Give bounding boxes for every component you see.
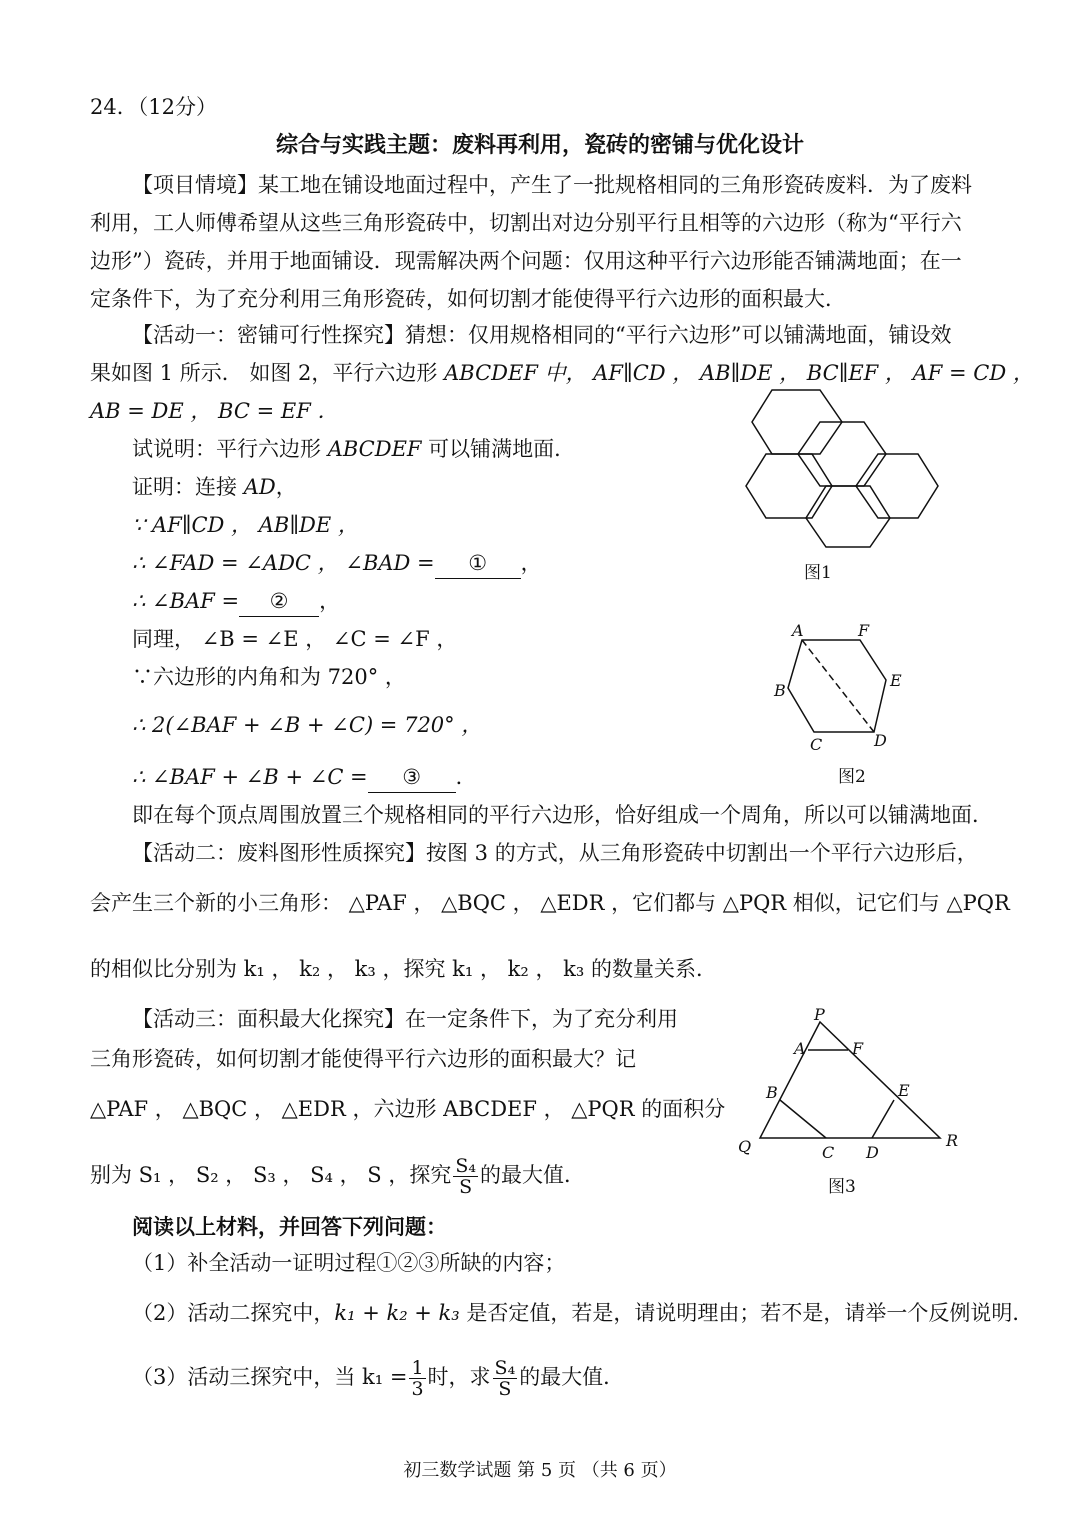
fraction-s4-over-s (493, 1358, 518, 1399)
proof-3-math: ∴ ∠FAD = ∠ADC ， ∠BAD = (132, 551, 435, 575)
proof-7-math: ∴ 2(∠BAF + ∠B + ∠C) = 720° ， (132, 713, 483, 737)
activity1-label: 【活动一：密铺可行性探究】 (132, 323, 405, 347)
activity1-math-3: AB = DE ， BC = EF ． (90, 399, 339, 423)
vertex-label-e: E (898, 1081, 910, 1100)
figure-3-triangle-pqr (730, 1004, 970, 1164)
vertex-label-c: C (810, 735, 823, 754)
proof-1-prefix: 证明：连接 (132, 475, 244, 499)
question-2-math: k₁ + k₂ + k₃ (334, 1301, 460, 1325)
figure-2-caption: 图2 (838, 767, 866, 787)
segment-bc (780, 1100, 826, 1138)
segment-ed (872, 1100, 894, 1138)
activity3-line-3: △PAF ， △BQC ， △EDR ，六边形 ABCDEF ， △PQR 的面积分 (90, 1097, 726, 1121)
page-footer: 初三数学试题 第 5 页 （共 6 页） (403, 1460, 677, 1481)
activity1-line-3 (90, 396, 338, 426)
proof-6-text: ∵六边形的内角和为 720° ， (132, 665, 406, 689)
fraction-numerator: S₄ (455, 1155, 476, 1177)
activity1-conclusion: 即在每个顶点周围放置三个规格相同的平行六边形，恰好组成一个周角，所以可以铺满地面． (132, 803, 993, 827)
figure-3-caption: 图3 (828, 1177, 856, 1197)
activity3-line-2: 三角形瓷砖，如何切割才能使得平行六边形的面积最大？记 (90, 1047, 636, 1071)
proof-4-math: ∴ ∠BAF = (132, 589, 240, 613)
fraction-denominator: S (459, 1176, 473, 1198)
proof-line-4 (132, 586, 340, 617)
proof-line-5 (132, 624, 457, 654)
activity3-line-1 (132, 1004, 678, 1034)
proof-line-6 (132, 662, 406, 692)
activity3-text-4: 别为 S₁ ， S₂ ， S₃ ， S₄ ， S ，探究 (90, 1163, 452, 1187)
page-title: 综合与实践主题：废料再利用，瓷砖的密铺与优化设计 (275, 133, 804, 158)
context-line-2: 利用，工人师傅希望从这些三角形瓷砖中，切割出对边分别平行且相等的六边形（称为“平行六 (90, 211, 962, 235)
proof-3-comma: ， (520, 551, 542, 575)
fraction-numerator: S₄ (494, 1357, 516, 1379)
proof-5-text: 同理， ∠B = ∠E ， ∠C = ∠F ， (132, 627, 458, 651)
question-3 (132, 1354, 624, 1400)
claim-math: ABCDEF (327, 437, 422, 461)
triangle-pqr (760, 1022, 940, 1138)
activity2-label: 【活动二：废料图形性质探究】 (132, 841, 426, 865)
activity3-text-1: 在一定条件下，为了充分利用 (405, 1007, 678, 1031)
context-line-3: 边形”）瓷砖，并用于地面铺设．现需解决两个问题：仅用这种平行六边形能否铺满地面；在一 (90, 249, 962, 273)
question-2 (132, 1298, 1033, 1328)
activity1-text-2: 果如图 1 所示． 如图 2，平行六边形 (90, 361, 445, 385)
activity2-line-2: 会产生三个新的小三角形： △PAF ， △BQC ， △EDR ，它们都与 △PQR 相似，记它们与 △PQR (90, 891, 1010, 915)
vertex-label-d: D (866, 1143, 879, 1162)
context-text-1: 某工地在铺设地面过程中，产生了一批规格相同的三角形瓷砖废料．为了废料 (258, 173, 972, 197)
proof-4-comma: ， (319, 589, 341, 613)
proof-line-2 (132, 510, 359, 540)
activity3-suffix-4: 的最大值． (480, 1163, 585, 1187)
vertex-label-f: F (858, 621, 870, 640)
fraction-one-third (409, 1358, 425, 1399)
activity3-label: 【活动三：面积最大化探究】 (132, 1007, 405, 1031)
hexagon-abcdef (788, 640, 886, 732)
claim-prefix: 试说明：平行六边形 (132, 437, 328, 461)
proof-2-math: ∵ AF∥CD ， AB∥DE ， (132, 513, 359, 537)
fraction-denominator: S (498, 1378, 512, 1400)
fraction-s4-over-s (453, 1156, 478, 1197)
question-2-suffix: 是否定值，若是，请说明理由；若不是，请举一个反例说明． (459, 1301, 1034, 1325)
proof-8-math: ∴ ∠BAF + ∠B + ∠C = (132, 765, 368, 789)
vertex-label-p: P (814, 1005, 825, 1024)
fraction-denominator: 3 (411, 1378, 424, 1400)
proof-1-suffix: ， (275, 475, 297, 499)
question-1: （1）补全活动一证明过程①②③所缺的内容； (132, 1251, 566, 1275)
claim-line (132, 434, 575, 464)
vertex-label-a: A (792, 621, 804, 640)
answer-blank-1[interactable]: ① (435, 548, 521, 579)
figure-1-hexagon-tiling (740, 385, 960, 555)
answer-blank-3[interactable]: ③ (368, 762, 456, 793)
question-3-suffix: 的最大值． (519, 1365, 625, 1389)
questions-header: 阅读以上材料，并回答下列问题： (132, 1215, 447, 1239)
figure-2-parallel-hexagon (760, 618, 920, 758)
proof-line-7 (132, 710, 482, 740)
proof-line-8 (132, 762, 477, 793)
vertex-label-a: A (794, 1039, 806, 1058)
vertex-label-r: R (946, 1131, 959, 1150)
question-2-prefix: （2）活动二探究中， (132, 1301, 335, 1325)
vertex-label-d: D (874, 731, 887, 750)
proof-8-period: ． (455, 765, 477, 789)
diagonal-ad (802, 640, 874, 732)
figure-1-caption: 图1 (804, 563, 832, 583)
fraction-numerator: 1 (411, 1357, 424, 1379)
context-label: 【项目情境】 (132, 173, 258, 197)
activity1-line-2 (90, 358, 1034, 388)
activity2-line-3: 的相似比分别为 k₁ ， k₂ ， k₃ ，探究 k₁ ， k₂ ， k₃ 的数量关系． (90, 957, 717, 981)
vertex-label-f: F (852, 1039, 864, 1058)
context-line-1 (132, 170, 972, 200)
activity1-text-1: 猜想：仅用规格相同的“平行六边形”可以铺满地面，铺设效 (405, 323, 952, 347)
claim-suffix: 可以铺满地面． (421, 437, 576, 461)
activity1-line-1 (132, 320, 951, 350)
vertex-label-b: B (766, 1083, 778, 1102)
vertex-label-b: B (774, 681, 786, 700)
proof-line-1 (132, 472, 297, 502)
vertex-label-q: Q (738, 1137, 752, 1156)
question-3-prefix: （3）活动三探究中，当 k₁ = (132, 1365, 408, 1389)
vertex-label-c: C (822, 1143, 835, 1162)
problem-number: 24．（12分） (90, 95, 217, 119)
activity2-line-1 (132, 838, 978, 868)
context-line-4: 定条件下，为了充分利用三角形瓷砖，如何切割才能使得平行六边形的面积最大． (90, 287, 846, 311)
answer-blank-2[interactable]: ② (239, 586, 319, 617)
question-3-mid: 时，求 (427, 1365, 491, 1389)
activity1-math-2: ABCDEF 中， AF∥CD ， AB∥DE ， BC∥EF ， AF = CD ， (444, 361, 1034, 385)
vertex-label-e: E (890, 671, 902, 690)
activity2-text-1: 按图 3 的方式，从三角形瓷砖中切割出一个平行六边形后， (426, 841, 978, 865)
proof-line-3 (132, 548, 542, 579)
activity3-line-4 (90, 1152, 585, 1198)
proof-1-math: AD (243, 475, 276, 499)
